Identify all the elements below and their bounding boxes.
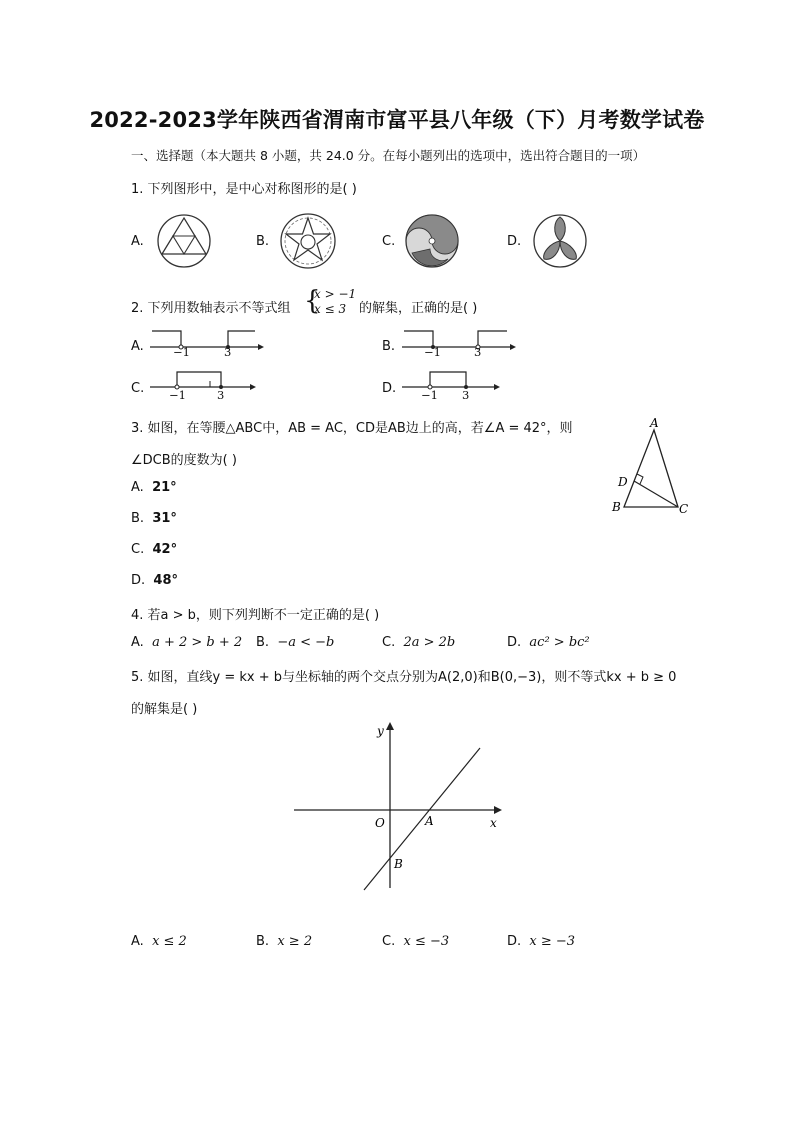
q2-d-tick-right: 3 — [462, 388, 470, 402]
q4-option-b[interactable] — [256, 635, 334, 650]
q1-stem: 1. 下列图形中，是中心对称图形的是( ) — [131, 182, 357, 197]
q5-fig-label-x: x — [490, 816, 497, 830]
q5-option-d-label: D. — [507, 934, 522, 949]
q3-stem-line1: 3. 如图，在等腰△ABC中，AB = AC，CD是AB边上的高，若∠A = 42°，则 — [131, 421, 573, 436]
q2-system-line1: x > −1 — [314, 287, 357, 301]
q2-b-tick-left: −1 — [424, 345, 441, 359]
q3-option-c-label: C. — [131, 542, 145, 557]
q5-option-c-label: C. — [382, 934, 396, 949]
q5-option-b[interactable] — [256, 934, 312, 949]
q5-coordinate-figure — [290, 716, 510, 896]
q5-fig-label-a: A — [425, 814, 434, 828]
q5-option-c-value: x ≤ −3 — [403, 934, 450, 949]
q4-option-d-value: ac² > bc² — [529, 635, 590, 650]
q4-option-a-value: a + 2 > b + 2 — [152, 635, 243, 650]
q3-fig-label-a: A — [650, 416, 659, 430]
q5-option-c[interactable] — [382, 934, 449, 949]
q4-option-b-value: −a < −b — [277, 635, 335, 650]
q3-option-b-value: 31° — [152, 511, 177, 526]
q5-option-d-value: x ≥ −3 — [529, 934, 576, 949]
q2-b-tick-right: 3 — [474, 345, 482, 359]
q1-option-c-label[interactable]: C. — [382, 234, 396, 249]
q1-figure-b-star[interactable] — [279, 212, 337, 270]
q3-option-b-label: B. — [131, 511, 145, 526]
q5-fig-label-b: B — [394, 857, 403, 871]
q3-triangle-figure — [606, 414, 696, 520]
q5-option-a-label: A. — [131, 934, 144, 949]
q1-figure-d-petals[interactable] — [532, 213, 588, 269]
section-heading: 一、选择题（本大题共 8 小题，共 24.0 分。在每小题列出的选项中，选出符合题目的一项） — [131, 148, 646, 163]
q3-fig-label-b: B — [612, 500, 621, 514]
q1-figure-c-swirl[interactable] — [404, 213, 460, 269]
q3-option-a-value: 21° — [152, 480, 177, 495]
q5-stem-line2: 的解集是( ) — [131, 702, 198, 717]
q2-numberline-d[interactable] — [400, 369, 510, 399]
q2-c-tick-right: 3 — [217, 388, 225, 402]
q3-stem-line2: ∠DCB的度数为( ) — [131, 453, 237, 468]
q5-option-d[interactable] — [507, 934, 575, 949]
q2-option-b-label[interactable]: B. — [382, 339, 396, 354]
q4-option-d-label: D. — [507, 635, 522, 650]
q5-option-a-value: x ≤ 2 — [152, 934, 187, 949]
q2-stem-prefix: 2. 下列用数轴表示不等式组 — [131, 301, 291, 316]
q2-numberline-c[interactable] — [148, 369, 258, 399]
q2-d-tick-left: −1 — [421, 388, 438, 402]
q2-numberline-b[interactable] — [400, 327, 518, 361]
q1-option-b-label[interactable]: B. — [256, 234, 270, 249]
q2-option-a-label[interactable]: A. — [131, 339, 144, 354]
q2-system-line2: x ≤ 3 — [314, 302, 347, 316]
q4-option-c-label: C. — [382, 635, 396, 650]
q3-option-d-value: 48° — [153, 573, 179, 588]
q3-fig-label-d: D — [618, 475, 628, 489]
q5-fig-label-o: O — [375, 816, 385, 830]
q2-stem-suffix: 的解集，正确的是( ) — [359, 301, 478, 316]
page-title: 2022-2023学年陕西省渭南市富平县八年级（下）月考数学试卷 — [89, 108, 705, 132]
q5-stem-line1: 5. 如图，直线y = kx + b与坐标轴的两个交点分别为A(2,0)和B(0,−3)，则不等式kx + b ≥ 0 — [131, 670, 677, 685]
q1-option-d-label[interactable]: D. — [507, 234, 522, 249]
q3-option-c-value: 42° — [152, 542, 178, 557]
q3-option-b[interactable] — [131, 511, 177, 526]
q2-c-tick-left: −1 — [169, 388, 186, 402]
q4-option-d[interactable] — [507, 635, 590, 650]
q4-option-b-label: B. — [256, 635, 270, 650]
q5-fig-label-y: y — [377, 724, 384, 738]
q5-option-b-value: x ≥ 2 — [277, 934, 313, 949]
q2-option-c-label[interactable]: C. — [131, 381, 145, 396]
q3-option-d[interactable] — [131, 573, 178, 588]
q2-a-tick-right: 3 — [224, 345, 232, 359]
q2-a-tick-left: −1 — [173, 345, 190, 359]
q2-numberline-a[interactable] — [148, 327, 266, 361]
q5-option-a[interactable] — [131, 934, 187, 949]
q1-figure-a-triangles[interactable] — [156, 213, 212, 269]
q1-option-a-label[interactable]: A. — [131, 234, 144, 249]
q4-option-a-label: A. — [131, 635, 144, 650]
q4-option-a[interactable] — [131, 635, 242, 650]
q3-option-a[interactable] — [131, 480, 177, 495]
q2-option-d-label[interactable]: D. — [382, 381, 397, 396]
q5-option-b-label: B. — [256, 934, 270, 949]
q3-option-a-label: A. — [131, 480, 144, 495]
q4-option-c[interactable] — [382, 635, 455, 650]
q3-fig-label-c: C — [679, 502, 689, 516]
q4-option-c-value: 2a > 2b — [403, 635, 456, 650]
q4-stem: 4. 若a > b，则下列判断不一定正确的是( ) — [131, 608, 380, 623]
q2-brace: { — [304, 286, 321, 316]
q3-option-d-label: D. — [131, 573, 146, 588]
q3-option-c[interactable] — [131, 542, 177, 557]
